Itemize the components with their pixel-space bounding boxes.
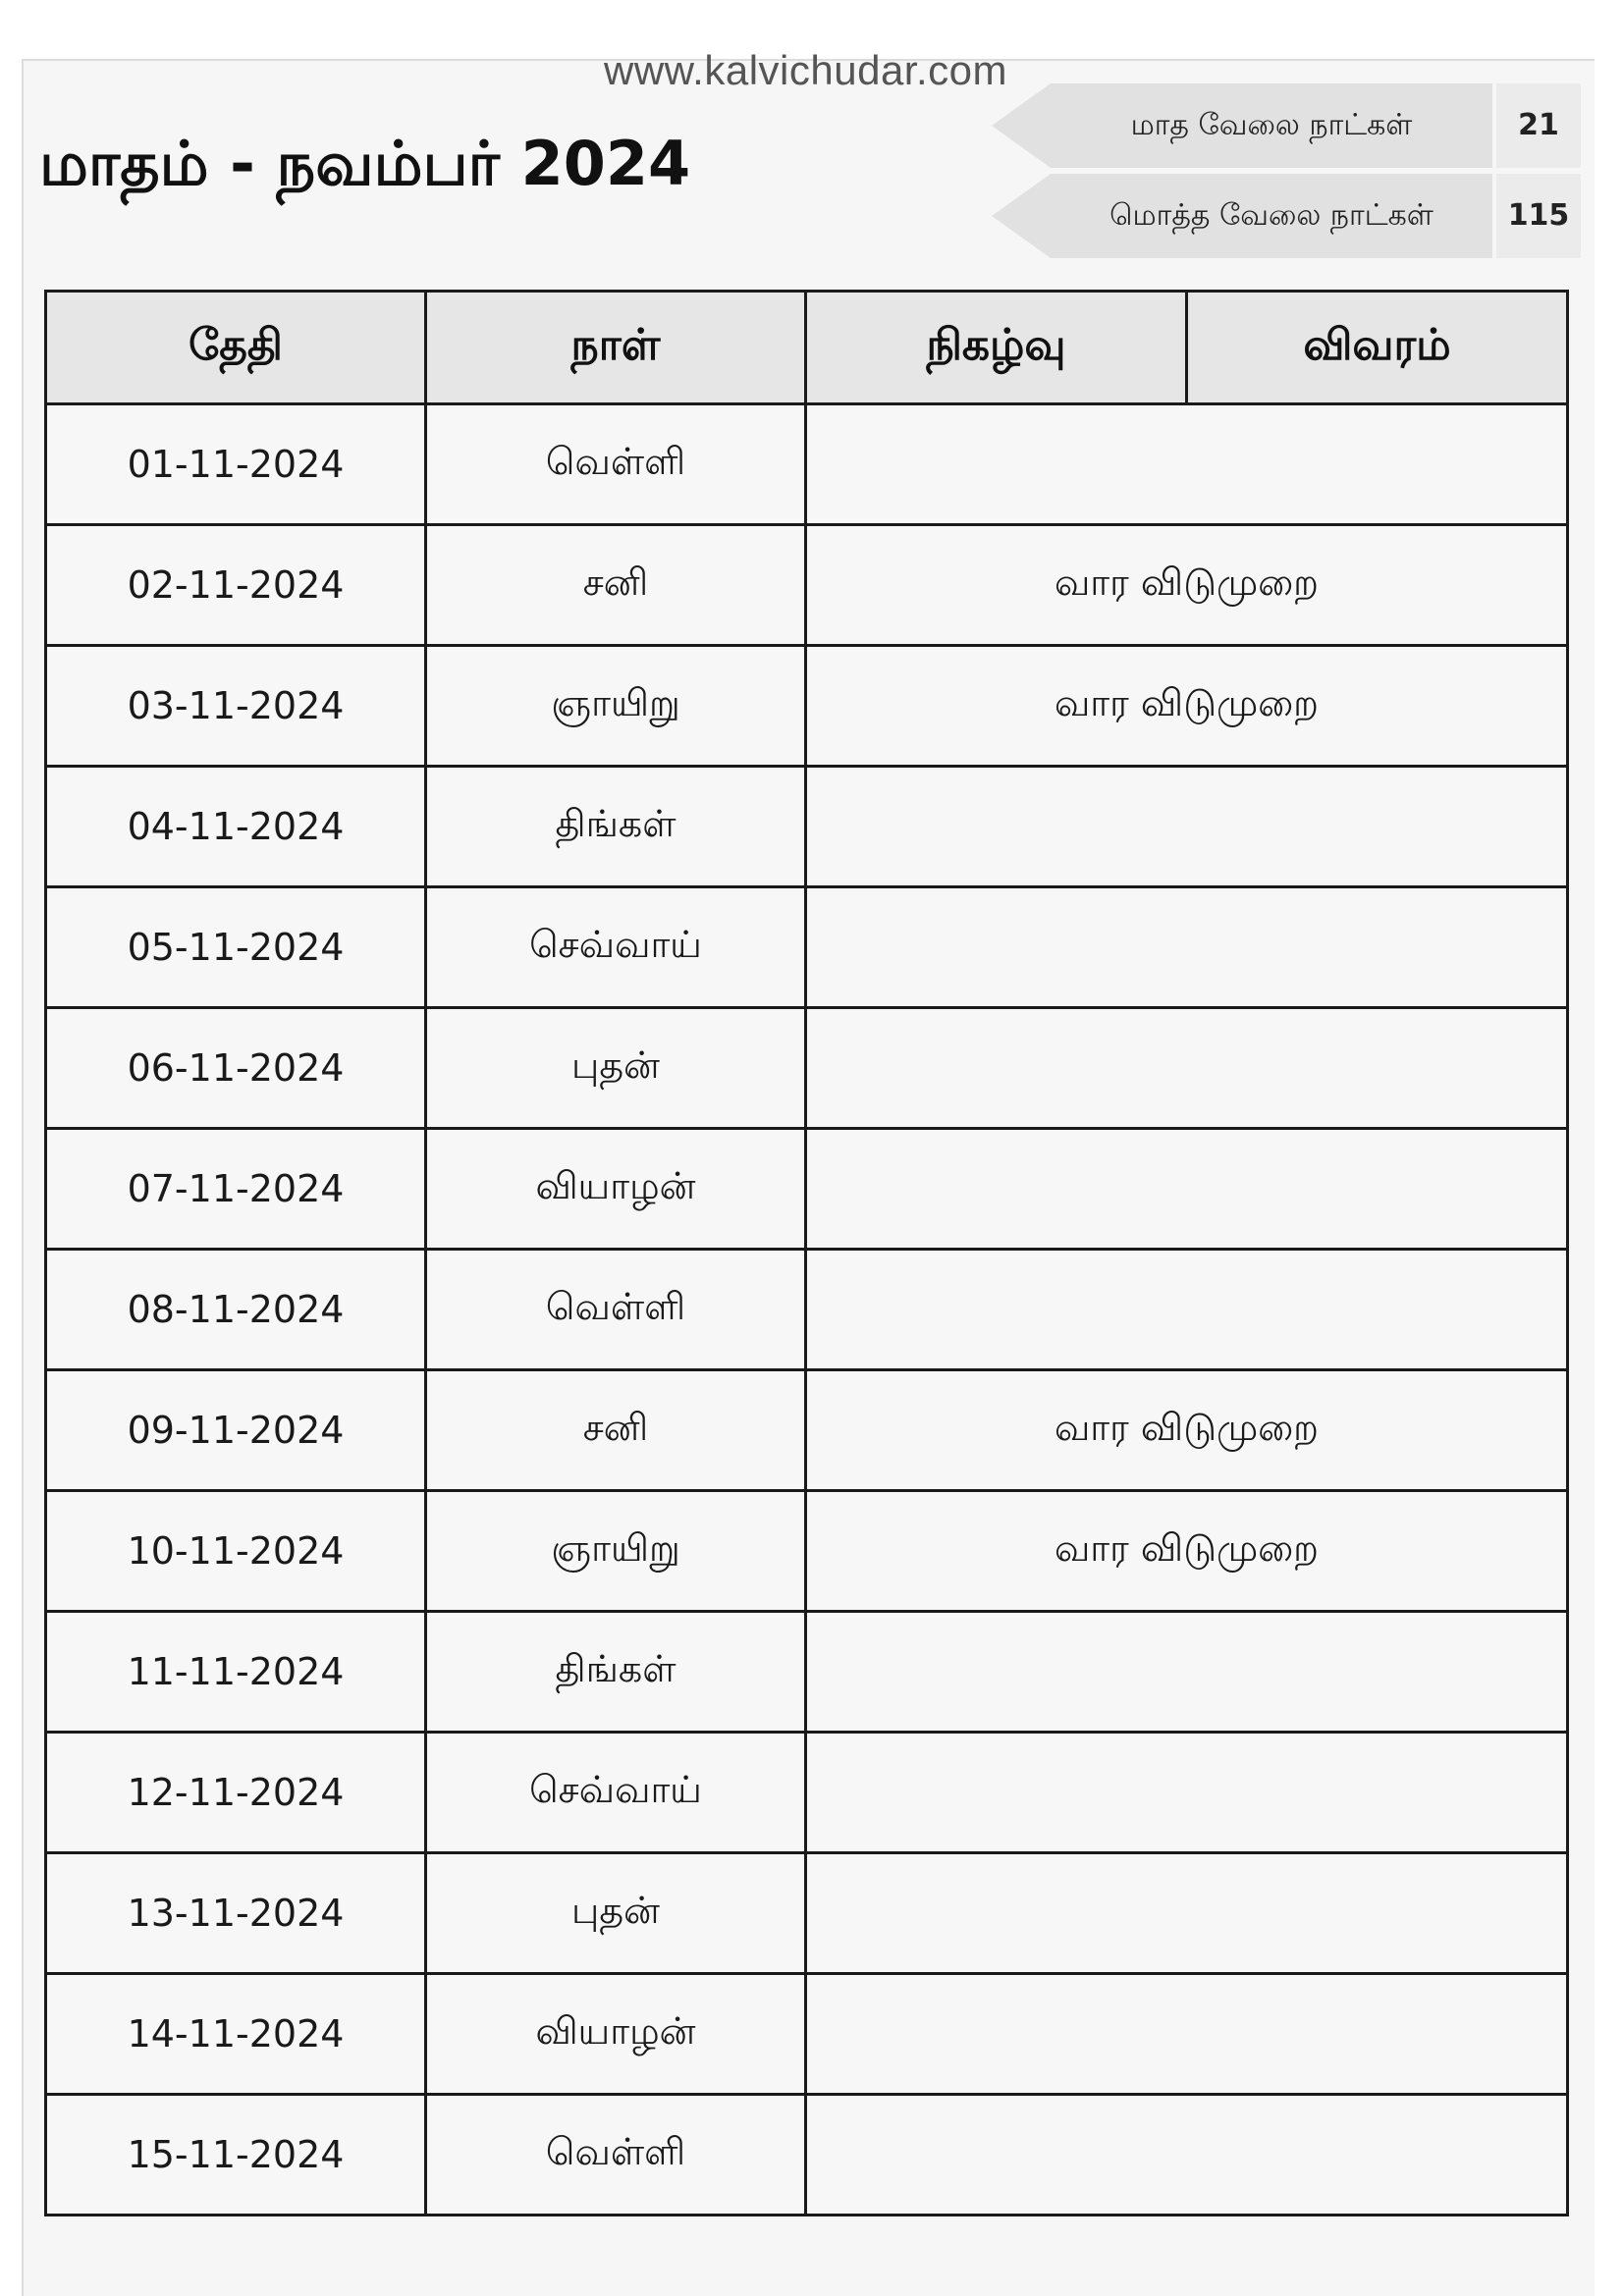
header-day: நாள் xyxy=(426,292,806,404)
cell-day: வியாழன் xyxy=(426,1129,806,1250)
header-event: நிகழ்வு xyxy=(806,292,1187,404)
monthly-working-days-label: மாத வேலை நாட்கள் xyxy=(1130,108,1413,142)
watermark: www.kalvichudar.com xyxy=(604,47,1007,93)
cell-day: புதன் xyxy=(426,1853,806,1974)
cell-event xyxy=(806,1612,1568,1733)
cell-event xyxy=(806,1250,1568,1370)
monthly-working-days xyxy=(992,83,1581,168)
total-working-days-label: மொத்த வேலை நாட்கள் xyxy=(1109,198,1434,233)
cell-day: ஞாயிறு xyxy=(426,646,806,767)
table-row xyxy=(46,1853,1568,1974)
cell-date: 12-11-2024 xyxy=(46,1733,426,1853)
table-row xyxy=(46,1612,1568,1733)
page-title: மாதம் - நவம்பர் 2024 xyxy=(39,128,691,199)
cell-date: 14-11-2024 xyxy=(46,1974,426,2095)
working-days-panel xyxy=(992,83,1581,260)
table-row xyxy=(46,767,1568,887)
cell-date: 08-11-2024 xyxy=(46,1250,426,1370)
table-row xyxy=(46,1008,1568,1129)
cell-date: 07-11-2024 xyxy=(46,1129,426,1250)
table-row xyxy=(46,1974,1568,2095)
table-row xyxy=(46,1370,1568,1491)
table-row xyxy=(46,887,1568,1008)
cell-day: சனி xyxy=(426,1370,806,1491)
cell-date: 02-11-2024 xyxy=(46,525,426,646)
cell-date: 15-11-2024 xyxy=(46,2095,426,2216)
table-row xyxy=(46,646,1568,767)
cell-event: வார விடுமுறை xyxy=(806,1491,1568,1612)
table-row xyxy=(46,1250,1568,1370)
calendar-table xyxy=(44,290,1569,2216)
cell-event xyxy=(806,1129,1568,1250)
table-row xyxy=(46,1491,1568,1612)
cell-event xyxy=(806,1733,1568,1853)
cell-event xyxy=(806,404,1568,525)
cell-day: சனி xyxy=(426,525,806,646)
cell-day: வியாழன் xyxy=(426,1974,806,2095)
cell-date: 04-11-2024 xyxy=(46,767,426,887)
cell-date: 10-11-2024 xyxy=(46,1491,426,1612)
monthly-working-days-value: 21 xyxy=(1496,83,1581,168)
cell-event xyxy=(806,767,1568,887)
cell-day: வெள்ளி xyxy=(426,404,806,525)
table-header-row xyxy=(46,292,1568,404)
table-row xyxy=(46,2095,1568,2216)
cell-day: ஞாயிறு xyxy=(426,1491,806,1612)
cell-day: புதன் xyxy=(426,1008,806,1129)
cell-date: 01-11-2024 xyxy=(46,404,426,525)
cell-date: 09-11-2024 xyxy=(46,1370,426,1491)
table-row xyxy=(46,1129,1568,1250)
cell-event: வார விடுமுறை xyxy=(806,646,1568,767)
cell-date: 06-11-2024 xyxy=(46,1008,426,1129)
header-details: விவரம் xyxy=(1187,292,1568,404)
cell-event xyxy=(806,1853,1568,1974)
cell-event xyxy=(806,1008,1568,1129)
cell-date: 03-11-2024 xyxy=(46,646,426,767)
cell-event xyxy=(806,887,1568,1008)
table-row xyxy=(46,1733,1568,1853)
total-working-days xyxy=(992,174,1581,258)
cell-day: வெள்ளி xyxy=(426,1250,806,1370)
total-working-days-value: 115 xyxy=(1496,174,1581,258)
table-row xyxy=(46,404,1568,525)
calendar-table-wrapper xyxy=(44,290,1566,2216)
cell-day: செவ்வாய் xyxy=(426,1733,806,1853)
cell-day: திங்கள் xyxy=(426,1612,806,1733)
header-date: தேதி xyxy=(46,292,426,404)
cell-date: 11-11-2024 xyxy=(46,1612,426,1733)
cell-date: 13-11-2024 xyxy=(46,1853,426,1974)
table-row xyxy=(46,525,1568,646)
cell-date: 05-11-2024 xyxy=(46,887,426,1008)
cell-event xyxy=(806,1974,1568,2095)
cell-event: வார விடுமுறை xyxy=(806,1370,1568,1491)
cell-day: செவ்வாய் xyxy=(426,887,806,1008)
cell-event xyxy=(806,2095,1568,2216)
cell-day: வெள்ளி xyxy=(426,2095,806,2216)
cell-event: வார விடுமுறை xyxy=(806,525,1568,646)
cell-day: திங்கள் xyxy=(426,767,806,887)
